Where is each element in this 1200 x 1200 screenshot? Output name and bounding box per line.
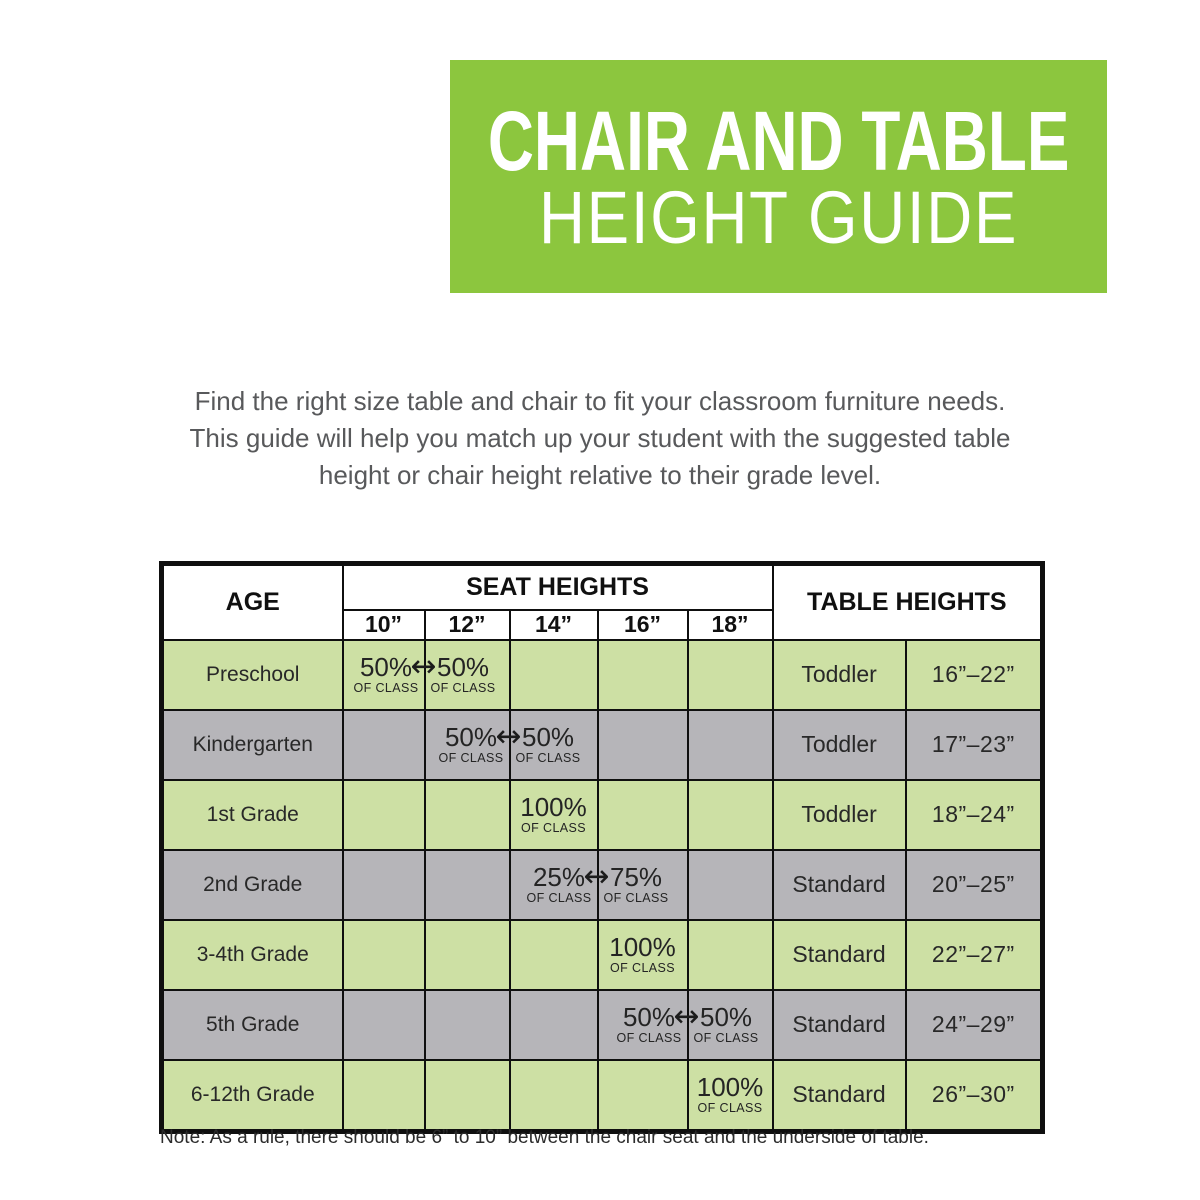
table-range-cell: 17”–23” [906,710,1043,780]
seat-cell-12in [425,640,510,710]
seat-cell-16in [598,990,700,1060]
table-heights-header: TABLE HEIGHTS [773,564,1043,640]
seat-cell-16in [598,780,688,850]
of-class-label: OF CLASS [616,1031,682,1045]
seat-percent: 100% [696,1072,764,1102]
seat-cell-12in [425,920,510,990]
table-type-cell: Toddler [773,640,906,710]
table-range-cell: 22”–27” [906,920,1043,990]
table-row [162,990,1043,1060]
seat-size-header-14in: 14” [510,610,598,640]
seat-value [520,793,587,836]
seat-percent: 50% [521,722,575,752]
seat-value [604,863,669,906]
seat-percent: 50% [622,1002,675,1032]
table-row [162,780,1043,850]
seat-cell-18in [688,710,773,780]
seat-size-header-16in: 16” [598,610,688,640]
seat-cell-12in [425,1060,510,1132]
table-range-cell: 16”–22” [906,640,1043,710]
age-cell: Kindergarten [162,710,343,780]
table-row [162,1060,1043,1132]
table-type-cell: Standard [773,1060,906,1132]
title-banner [450,60,1107,293]
intro-line-2: This guide will help you match up your student with the suggested table [189,423,1011,453]
of-class-label: OF CLASS [438,751,504,765]
table-type-cell: Toddler [773,780,906,850]
age-column-header: AGE [162,564,343,640]
age-cell: 3-4th Grade [162,920,343,990]
header-row-1 [162,564,1043,610]
intro-line-1: Find the right size table and chair to fit your classroom furniture needs. [194,386,1006,416]
seat-cell-14in [510,1060,598,1132]
seat-value [516,723,581,766]
of-class-label: OF CLASS [603,891,669,905]
seat-cell-content [426,711,522,779]
seat-size-header-12in: 12” [425,610,510,640]
double-arrow-icon: ↔ [583,858,610,894]
seat-cell-content [599,851,687,919]
seat-value [609,933,676,976]
seat-cell-14in [510,920,598,990]
seat-value [616,1003,681,1046]
seat-cell-18in [688,780,773,850]
seat-percent: 75% [609,862,663,892]
table-row [162,920,1043,990]
seat-cell-18in [688,640,773,710]
seat-percent: 50% [436,652,490,682]
seat-cell-12in [425,850,510,920]
seat-cell-10in [343,850,425,920]
seat-value [526,863,591,906]
seat-percent: 50% [444,722,497,752]
seat-cell-14in [510,990,598,1060]
height-guide-table [159,561,1045,1134]
table-type-cell: Standard [773,850,906,920]
seat-cell-content [511,851,610,919]
seat-cell-content [426,641,509,709]
of-class-label: OF CLASS [353,681,419,695]
age-cell: 1st Grade [162,780,343,850]
seat-cell-content [599,991,700,1059]
seat-value [694,1003,759,1046]
seat-cell-16in [598,710,688,780]
seat-cell-10in [343,1060,425,1132]
seat-cell-content [689,991,772,1059]
seat-cell-12in [425,710,522,780]
table-type-cell: Standard [773,990,906,1060]
seat-cell-16in [598,1060,688,1132]
seat-cell-16in [598,850,688,920]
of-class-label: OF CLASS [515,751,581,765]
seat-cell-content [511,711,597,779]
table-body [162,640,1043,1132]
table-range-cell: 26”–30” [906,1060,1043,1132]
of-class-label: OF CLASS [609,961,676,975]
table-range-cell: 18”–24” [906,780,1043,850]
seat-cell-18in [688,850,773,920]
table-row [162,640,1043,710]
seat-percent: 50% [699,1002,753,1032]
double-arrow-icon: ↔ [410,648,437,684]
table-range-cell: 20”–25” [906,850,1043,920]
seat-cell-14in [510,640,598,710]
seat-cell-content [511,781,597,849]
banner-title-line1: CHAIR AND TABLE [487,93,1070,188]
seat-value [431,653,496,696]
seat-percent: 100% [520,792,587,822]
seat-size-header-18in: 18” [688,610,773,640]
seat-value [697,1073,764,1116]
seat-cell-content [599,921,687,989]
seat-cell-14in [510,710,598,780]
double-arrow-icon: ↔ [495,718,522,754]
seat-cell-12in [425,780,510,850]
seat-cell-10in [343,640,437,710]
seat-cell-16in [598,640,688,710]
age-cell: Preschool [162,640,343,710]
of-class-label: OF CLASS [526,891,592,905]
of-class-label: OF CLASS [697,1101,763,1115]
of-class-label: OF CLASS [520,821,587,835]
seat-cell-18in [688,990,773,1060]
age-cell: 6-12th Grade [162,1060,343,1132]
seat-cell-12in [425,990,510,1060]
age-cell: 5th Grade [162,990,343,1060]
of-class-label: OF CLASS [430,681,496,695]
seat-value [438,723,503,766]
table-row [162,850,1043,920]
seat-percent: 100% [609,932,676,962]
footnote: Note: As a rule, there should be 6” to 10” between the chair seat and the underside of table. [160,1127,929,1148]
intro-line-3: height or chair height relative to their grade level. [318,460,882,490]
seat-cell-10in [343,920,425,990]
banner-title-line2: HEIGHT GUIDE [538,175,1019,259]
seat-cell-10in [343,780,425,850]
seat-heights-header: SEAT HEIGHTS [343,564,773,610]
seat-cell-18in [688,920,773,990]
of-class-label: OF CLASS [693,1031,759,1045]
seat-cell-14in [510,850,610,920]
seat-cell-16in [598,920,688,990]
table-header [162,564,1043,640]
table-type-cell: Toddler [773,710,906,780]
intro-paragraph [0,383,1200,494]
seat-value [353,653,418,696]
seat-cell-14in [510,780,598,850]
seat-percent: 50% [359,652,412,682]
seat-cell-content [689,1061,772,1129]
table-row [162,710,1043,780]
double-arrow-icon: ↔ [673,998,700,1034]
age-cell: 2nd Grade [162,850,343,920]
seat-percent: 25% [532,862,585,892]
table-range-cell: 24”–29” [906,990,1043,1060]
seat-cell-content [344,641,437,709]
seat-cell-10in [343,990,425,1060]
seat-size-header-10in: 10” [343,610,425,640]
table-type-cell: Standard [773,920,906,990]
seat-cell-10in [343,710,425,780]
seat-cell-18in [688,1060,773,1132]
